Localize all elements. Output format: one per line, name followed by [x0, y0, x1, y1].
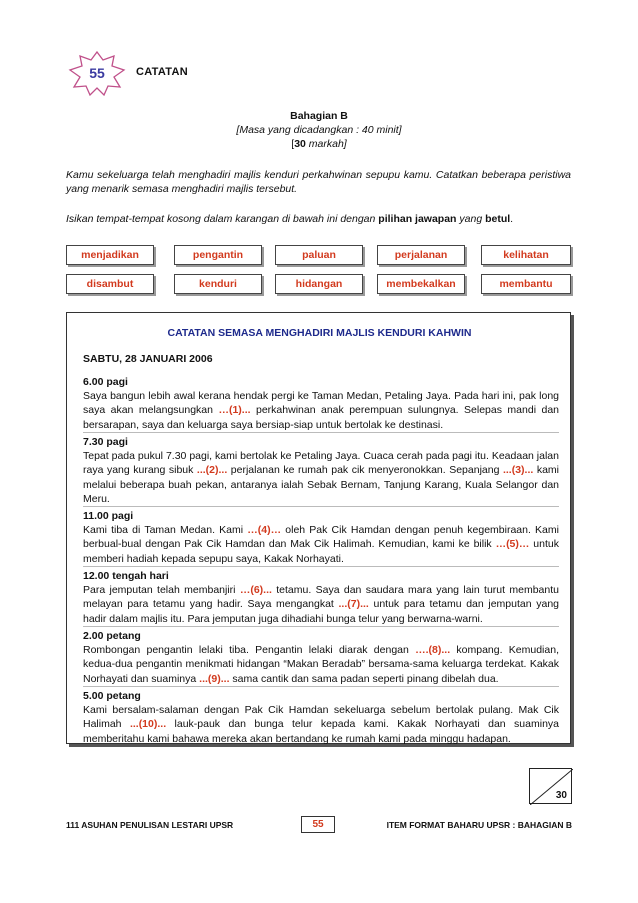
- word-option[interactable]: menjadikan: [66, 245, 154, 265]
- word-option[interactable]: membantu: [481, 274, 571, 294]
- entry-section: [83, 509, 559, 567]
- blank-4[interactable]: …(4)…: [247, 524, 282, 536]
- word-option[interactable]: perjalanan: [377, 245, 465, 265]
- entry-text: Saya bangun lebih awal kerana hendak pergi ke Taman Medan, Petaling Jaya. Pada hari ini, pak long saya akan melangsungkan …(1)... perkahwinan anak perempuan sulungnya. Selepas mandi dan bersarapan, saya dan keluarga saya bersiap-siap untuk bertolak ke destinasi.: [83, 390, 559, 431]
- entry-time: 2.00 petang: [83, 630, 141, 642]
- footer-format: ITEM FORMAT BAHARU UPSR : BAHAGIAN B: [386, 820, 572, 830]
- time-suggestion: [Masa yang dicadangkan : 40 minit]: [236, 124, 402, 136]
- blank-3[interactable]: ...(3)...: [502, 464, 534, 477]
- passage-date: SABTU, 28 JANUARI 2006: [83, 353, 213, 365]
- entry-section: [83, 689, 559, 745]
- task-instruction: Kamu sekeluarga telah menghadiri majlis kenduri perkahwinan sepupu kamu. Catatkan beberapa peristiwa yang menarik semasa menghadiri majlis tersebut.: [66, 169, 571, 195]
- word-option[interactable]: hidangan: [275, 274, 363, 294]
- entry-text: Para jemputan telah membanjiri …(6)... tetamu. Saya dan saudara mara yang lain turut membantu melayan para tetamu yang hadir. Saya mengangkat ...(7)... untuk para tetamu dan jemputan yang hadir dalam majlis itu. Para jemputan juga dihadiahi bunga telur yang berwarna-warni.: [83, 584, 559, 625]
- section-title: Bahagian B: [290, 110, 348, 122]
- passage-title: CATATAN SEMASA MENGHADIRI MAJLIS KENDURI KAHWIN: [167, 327, 472, 339]
- entry-section: [83, 569, 559, 627]
- blank-7[interactable]: ...(7)...: [338, 598, 369, 611]
- blank-1[interactable]: …(1)...: [218, 404, 251, 417]
- word-option[interactable]: paluan: [275, 245, 363, 265]
- total-score: 30: [555, 790, 567, 801]
- entry-time: 6.00 pagi: [83, 376, 128, 388]
- blank-9[interactable]: ...(9)...: [199, 672, 230, 685]
- word-option[interactable]: pengantin: [174, 245, 262, 265]
- entry-section: [83, 375, 559, 433]
- entry-text: Tepat pada pukul 7.30 pagi, kami bertolak ke Petaling Jaya. Cuaca cerah pada pagi itu. Keadaan jalan raya yang kurang sibuk ...(2)... perjalanan ke rumah pak cik menyeronokkan. Sepanjang ...(3)... kami melalui beberapa buah pekan, antaranya ialah Sebak Bernam, Tanjung Karang, Kuala Selangor dan Meru.: [83, 450, 559, 505]
- word-option[interactable]: disambut: [66, 274, 154, 294]
- marks-label: [30 markah]: [291, 138, 347, 150]
- entry-time: 11.00 pagi: [83, 510, 134, 522]
- blank-5[interactable]: …(5)…: [495, 538, 530, 551]
- passage-box: [66, 312, 571, 744]
- page-title: CATATAN: [136, 66, 188, 78]
- fill-instruction: Isikan tempat-tempat kosong dalam karangan di bawah ini dengan pilihan jawapan yang betul.: [66, 213, 514, 225]
- footer-book-title: 111 ASUHAN PENULISAN LESTARI UPSR: [66, 820, 234, 830]
- entry-time: 7.30 pagi: [83, 436, 128, 448]
- entry-time: 12.00 tengah hari: [83, 570, 169, 582]
- entry-time: 5.00 petang: [83, 690, 141, 702]
- blank-6[interactable]: …(6)...: [239, 584, 272, 596]
- item-number: 55: [89, 65, 105, 81]
- blank-2[interactable]: ...(2)...: [196, 464, 228, 477]
- entry-section: [83, 629, 559, 687]
- entry-text: Kami bersalam-salaman dengan Pak Cik Hamdan sekeluarga sebelum bertolak pulang. Mak Cik Halimah ...(10)... lauk-pauk dan bunga telur kepada kami. Kakak Norhayati dan suaminya memberitahu kami bahawa mereka akan bertandang ke rumah kami pada minggu hadapan.: [83, 704, 559, 745]
- page-number: 55: [301, 816, 335, 833]
- entry-section: [83, 435, 559, 507]
- entry-text: Rombongan pengantin lelaki tiba. Pengantin lelaki diarak dengan ….(8)... kompang. Kemudian, kedua-dua pengantin menikmati hidangan “Makan Beradab” bersama-sama keluarga terdekat. Kakak Norhayati dan suaminya ...(9)... sama cantik dan sama padan seperti pinang dibelah dua.: [83, 644, 559, 685]
- word-option[interactable]: membekalkan: [377, 274, 465, 294]
- entry-text: Kami tiba di Taman Medan. Kami …(4)… oleh Pak Cik Hamdan dengan penuh kegembiraan. Kami berbual-bual dengan Pak Cik Hamdan dan Mak Cik Halimah. Kemudian, kami ke bilik …(5)… untuk memberi hadiah kepada sepupu saya, Kakak Norhayati.: [83, 524, 559, 565]
- score-box: [529, 768, 572, 804]
- word-option[interactable]: kelihatan: [481, 245, 571, 265]
- word-option[interactable]: kenduri: [174, 274, 262, 294]
- blank-10[interactable]: ...(10)...: [129, 718, 167, 731]
- blank-8[interactable]: ….(8)...: [415, 644, 451, 656]
